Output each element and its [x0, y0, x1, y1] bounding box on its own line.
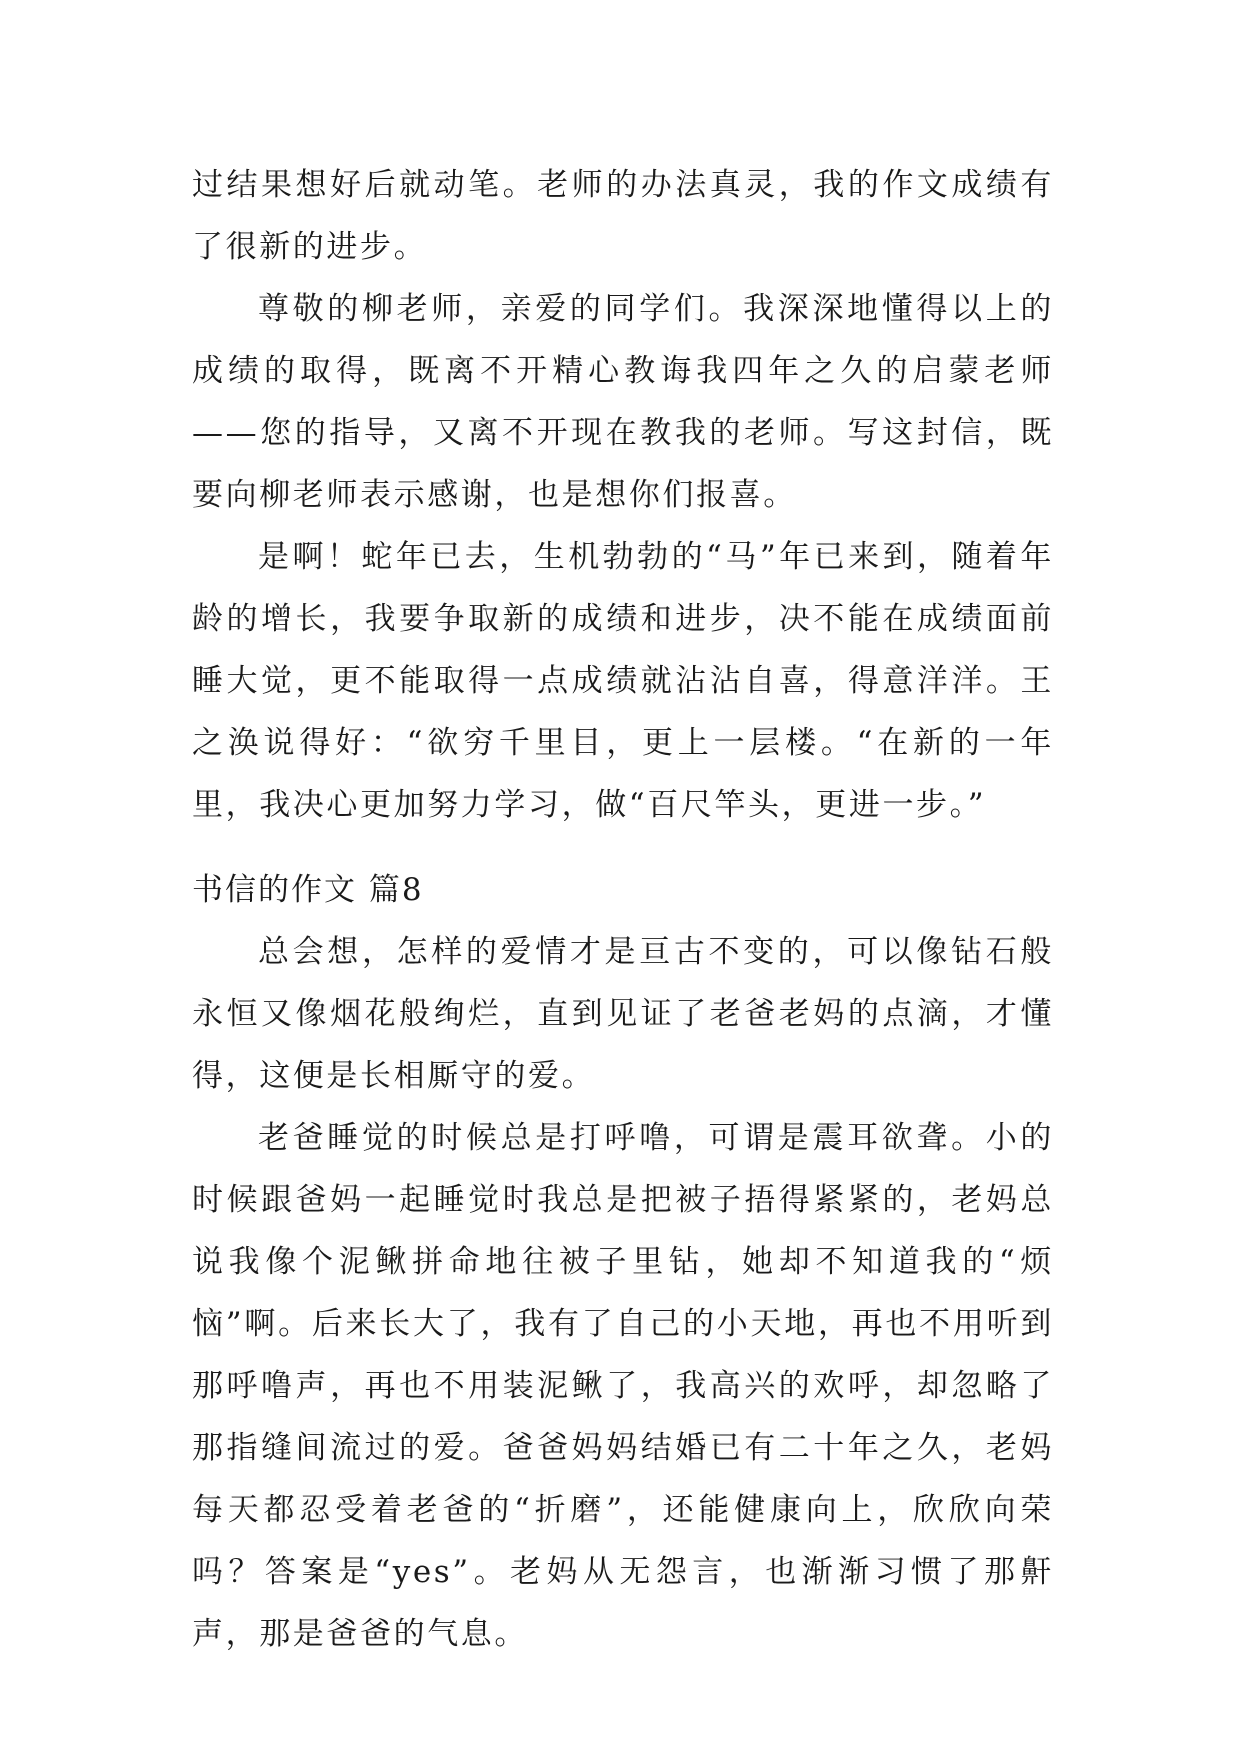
- paragraph-new-year: 是啊！蛇年已去，生机勃勃的“马”年已来到，随着年龄的增长，我要争取新的成绩和进步，决不能在成绩面前睡大觉，更不能取得一点成绩就沾沾自喜，得意洋洋。王之涣说得好：“欲穷千里目，更上一层楼。“在新的一年里，我决心更加努力学习，做“百尺竿头，更进一步。”: [192, 539, 1054, 823]
- essay-section-8: [192, 859, 1054, 1665]
- section-heading: 书信的作文 篇8: [192, 872, 424, 908]
- paragraph-snore: 老爸睡觉的时候总是打呼噜，可谓是震耳欲聋。小的时候跟爸妈一起睡觉时我总是把被子捂得紧紧的，老妈总说我像个泥鳅拼命地往被子里钻，她却不知道我的“烦恼”啊。后来长大了，我有了自己的小天地，再也不用听到那呼噜声，再也不用装泥鳅了，我高兴的欢呼，却忽略了那指缝间流过的爱。爸爸妈妈结婚已有二十年之久，老妈每天都忍受着老爸的“折磨”，还能健康向上，欣欣向荣吗？答案是“yes”。老妈从无怨言，也渐渐习惯了那鼾声，那是爸爸的气息。: [192, 1120, 1054, 1652]
- paragraph-continued: 过结果想好后就动笔。老师的办法真灵，我的作文成绩有了很新的进步。: [192, 167, 1054, 265]
- letter-section-continued: [192, 154, 1054, 836]
- paragraph-thanks: 尊敬的柳老师，亲爱的同学们。我深深地懂得以上的成绩的取得，既离不开精心教诲我四年之久的启蒙老师——您的指导，又离不开现在教我的老师。写这封信，既要向柳老师表示感谢，也是想你们报喜。: [192, 291, 1054, 513]
- paragraph-love: 总会想，怎样的爱情才是亘古不变的，可以像钻石般永恒又像烟花般绚烂，直到见证了老爸老妈的点滴，才懂得，这便是长相厮守的爱。: [192, 934, 1054, 1094]
